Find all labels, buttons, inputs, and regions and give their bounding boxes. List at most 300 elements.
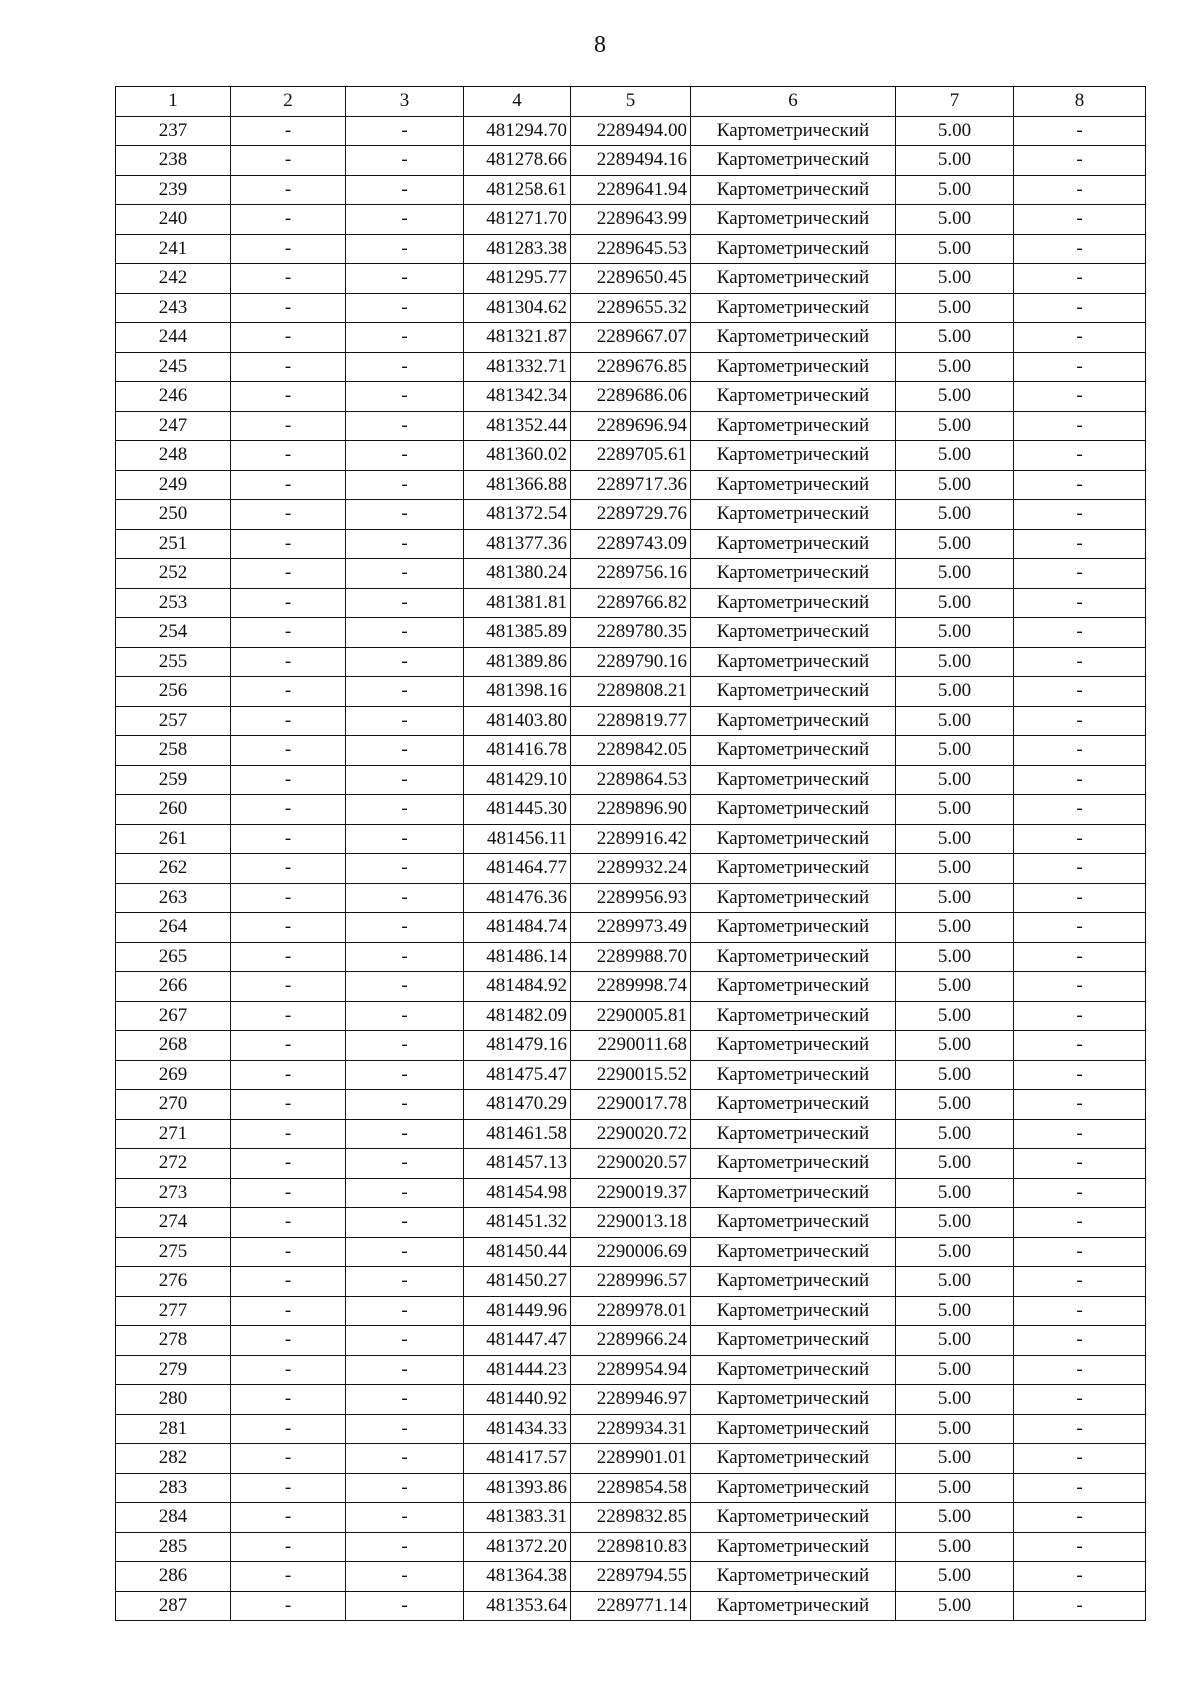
cell-col-3: - — [346, 1001, 464, 1031]
cell-coord-x: 481385.89 — [464, 618, 571, 648]
cell-col-3: - — [346, 706, 464, 736]
cell-method: Картометрический — [691, 175, 896, 205]
cell-coord-x: 481352.44 — [464, 411, 571, 441]
cell-point-number: 250 — [116, 500, 231, 530]
cell-col-3: - — [346, 1532, 464, 1562]
cell-col-3: - — [346, 1267, 464, 1297]
cell-col-8: - — [1014, 618, 1146, 648]
cell-coord-x: 481461.58 — [464, 1119, 571, 1149]
cell-col-2: - — [231, 559, 346, 589]
cell-col-8: - — [1014, 677, 1146, 707]
cell-col-2: - — [231, 441, 346, 471]
cell-col-3: - — [346, 1178, 464, 1208]
cell-col-3: - — [346, 175, 464, 205]
cell-col-8: - — [1014, 352, 1146, 382]
cell-accuracy: 5.00 — [896, 1178, 1014, 1208]
cell-coord-y: 2289996.57 — [571, 1267, 691, 1297]
cell-col-8: - — [1014, 1326, 1146, 1356]
cell-coord-y: 2289756.16 — [571, 559, 691, 589]
cell-col-8: - — [1014, 824, 1146, 854]
column-header-2: 2 — [231, 87, 346, 117]
cell-point-number: 240 — [116, 205, 231, 235]
cell-col-2: - — [231, 116, 346, 146]
cell-method: Картометрический — [691, 706, 896, 736]
cell-coord-x: 481445.30 — [464, 795, 571, 825]
table-row — [116, 382, 1146, 412]
table-row — [116, 529, 1146, 559]
cell-point-number: 271 — [116, 1119, 231, 1149]
cell-coord-x: 481295.77 — [464, 264, 571, 294]
cell-col-3: - — [346, 736, 464, 766]
cell-point-number: 269 — [116, 1060, 231, 1090]
cell-col-8: - — [1014, 175, 1146, 205]
cell-point-number: 243 — [116, 293, 231, 323]
cell-coord-x: 481444.23 — [464, 1355, 571, 1385]
cell-method: Картометрический — [691, 854, 896, 884]
cell-col-8: - — [1014, 854, 1146, 884]
cell-point-number: 249 — [116, 470, 231, 500]
cell-accuracy: 5.00 — [896, 441, 1014, 471]
cell-point-number: 245 — [116, 352, 231, 382]
cell-method: Картометрический — [691, 382, 896, 412]
table-row — [116, 264, 1146, 294]
table-row — [116, 883, 1146, 913]
table-row — [116, 647, 1146, 677]
table-row — [116, 293, 1146, 323]
coordinates-table — [115, 86, 1146, 1621]
cell-accuracy: 5.00 — [896, 146, 1014, 176]
cell-col-8: - — [1014, 883, 1146, 913]
table-row — [116, 1031, 1146, 1061]
cell-point-number: 285 — [116, 1532, 231, 1562]
column-header-4: 4 — [464, 87, 571, 117]
cell-coord-x: 481457.13 — [464, 1149, 571, 1179]
cell-point-number: 246 — [116, 382, 231, 412]
cell-accuracy: 5.00 — [896, 529, 1014, 559]
cell-col-3: - — [346, 529, 464, 559]
cell-coord-y: 2290006.69 — [571, 1237, 691, 1267]
cell-col-2: - — [231, 1031, 346, 1061]
cell-method: Картометрический — [691, 441, 896, 471]
cell-coord-x: 481258.61 — [464, 175, 571, 205]
cell-method: Картометрический — [691, 116, 896, 146]
cell-col-8: - — [1014, 1296, 1146, 1326]
cell-col-8: - — [1014, 1031, 1146, 1061]
cell-coord-x: 481486.14 — [464, 942, 571, 972]
cell-accuracy: 5.00 — [896, 647, 1014, 677]
cell-point-number: 287 — [116, 1591, 231, 1621]
cell-coord-y: 2289655.32 — [571, 293, 691, 323]
cell-col-3: - — [346, 765, 464, 795]
cell-coord-y: 2289794.55 — [571, 1562, 691, 1592]
cell-point-number: 247 — [116, 411, 231, 441]
cell-col-2: - — [231, 323, 346, 353]
cell-col-2: - — [231, 382, 346, 412]
cell-col-3: - — [346, 824, 464, 854]
cell-col-8: - — [1014, 1414, 1146, 1444]
cell-coord-x: 481381.81 — [464, 588, 571, 618]
cell-col-3: - — [346, 293, 464, 323]
cell-point-number: 251 — [116, 529, 231, 559]
cell-coord-y: 2289696.94 — [571, 411, 691, 441]
cell-method: Картометрический — [691, 352, 896, 382]
cell-coord-x: 481470.29 — [464, 1090, 571, 1120]
cell-col-8: - — [1014, 1001, 1146, 1031]
cell-method: Картометрический — [691, 1119, 896, 1149]
cell-col-8: - — [1014, 411, 1146, 441]
cell-coord-x: 481364.38 — [464, 1562, 571, 1592]
column-header-1: 1 — [116, 87, 231, 117]
table-header — [116, 87, 1146, 117]
cell-col-3: - — [346, 1149, 464, 1179]
table-row — [116, 352, 1146, 382]
cell-method: Картометрический — [691, 234, 896, 264]
cell-accuracy: 5.00 — [896, 1414, 1014, 1444]
cell-coord-y: 2290019.37 — [571, 1178, 691, 1208]
cell-col-2: - — [231, 1149, 346, 1179]
table-row — [116, 1473, 1146, 1503]
cell-col-8: - — [1014, 1444, 1146, 1474]
cell-col-2: - — [231, 1562, 346, 1592]
cell-point-number: 258 — [116, 736, 231, 766]
cell-col-2: - — [231, 706, 346, 736]
cell-coord-y: 2289650.45 — [571, 264, 691, 294]
table-row — [116, 441, 1146, 471]
cell-point-number: 241 — [116, 234, 231, 264]
cell-method: Картометрический — [691, 1267, 896, 1297]
table-row — [116, 323, 1146, 353]
cell-col-2: - — [231, 1208, 346, 1238]
cell-coord-y: 2289819.77 — [571, 706, 691, 736]
cell-coord-y: 2289645.53 — [571, 234, 691, 264]
cell-col-8: - — [1014, 765, 1146, 795]
cell-col-3: - — [346, 1090, 464, 1120]
table-row — [116, 559, 1146, 589]
cell-coord-y: 2289978.01 — [571, 1296, 691, 1326]
cell-method: Картометрический — [691, 1001, 896, 1031]
cell-point-number: 284 — [116, 1503, 231, 1533]
cell-col-2: - — [231, 1296, 346, 1326]
cell-point-number: 237 — [116, 116, 231, 146]
table-row — [116, 500, 1146, 530]
cell-col-3: - — [346, 618, 464, 648]
cell-col-2: - — [231, 647, 346, 677]
table-body — [116, 116, 1146, 1621]
column-header-7: 7 — [896, 87, 1014, 117]
table-row — [116, 1385, 1146, 1415]
cell-coord-x: 481389.86 — [464, 647, 571, 677]
cell-coord-x: 481482.09 — [464, 1001, 571, 1031]
cell-col-3: - — [346, 972, 464, 1002]
cell-col-8: - — [1014, 1503, 1146, 1533]
cell-coord-y: 2289832.85 — [571, 1503, 691, 1533]
cell-accuracy: 5.00 — [896, 1031, 1014, 1061]
cell-accuracy: 5.00 — [896, 264, 1014, 294]
cell-coord-x: 481447.47 — [464, 1326, 571, 1356]
cell-col-2: - — [231, 470, 346, 500]
cell-method: Картометрический — [691, 146, 896, 176]
cell-coord-y: 2290015.52 — [571, 1060, 691, 1090]
cell-col-8: - — [1014, 588, 1146, 618]
cell-coord-x: 481403.80 — [464, 706, 571, 736]
cell-point-number: 259 — [116, 765, 231, 795]
cell-accuracy: 5.00 — [896, 323, 1014, 353]
cell-col-2: - — [231, 1473, 346, 1503]
table-row — [116, 116, 1146, 146]
table-row — [116, 795, 1146, 825]
cell-point-number: 252 — [116, 559, 231, 589]
cell-col-8: - — [1014, 323, 1146, 353]
cell-col-8: - — [1014, 1178, 1146, 1208]
table-row — [116, 470, 1146, 500]
cell-col-3: - — [346, 854, 464, 884]
cell-accuracy: 5.00 — [896, 618, 1014, 648]
cell-coord-y: 2289641.94 — [571, 175, 691, 205]
cell-coord-x: 481451.32 — [464, 1208, 571, 1238]
cell-col-3: - — [346, 1414, 464, 1444]
cell-method: Картометрический — [691, 1149, 896, 1179]
cell-col-2: - — [231, 883, 346, 913]
table-row — [116, 854, 1146, 884]
cell-accuracy: 5.00 — [896, 1119, 1014, 1149]
cell-col-2: - — [231, 234, 346, 264]
cell-method: Картометрический — [691, 1562, 896, 1592]
cell-col-2: - — [231, 352, 346, 382]
cell-col-3: - — [346, 559, 464, 589]
cell-method: Картометрический — [691, 588, 896, 618]
cell-col-2: - — [231, 264, 346, 294]
cell-accuracy: 5.00 — [896, 1237, 1014, 1267]
cell-col-2: - — [231, 1503, 346, 1533]
cell-col-2: - — [231, 1178, 346, 1208]
cell-col-3: - — [346, 500, 464, 530]
cell-col-8: - — [1014, 1149, 1146, 1179]
cell-method: Картометрический — [691, 942, 896, 972]
cell-col-3: - — [346, 1385, 464, 1415]
table-row — [116, 1208, 1146, 1238]
cell-col-2: - — [231, 736, 346, 766]
cell-coord-x: 481383.31 — [464, 1503, 571, 1533]
cell-point-number: 281 — [116, 1414, 231, 1444]
cell-point-number: 263 — [116, 883, 231, 913]
cell-coord-y: 2289676.85 — [571, 352, 691, 382]
cell-col-8: - — [1014, 1591, 1146, 1621]
cell-coord-y: 2289973.49 — [571, 913, 691, 943]
cell-col-2: - — [231, 293, 346, 323]
cell-coord-x: 481353.64 — [464, 1591, 571, 1621]
cell-accuracy: 5.00 — [896, 942, 1014, 972]
table-row — [116, 175, 1146, 205]
cell-point-number: 254 — [116, 618, 231, 648]
cell-col-3: - — [346, 1503, 464, 1533]
cell-coord-y: 2289717.36 — [571, 470, 691, 500]
cell-point-number: 277 — [116, 1296, 231, 1326]
cell-col-2: - — [231, 795, 346, 825]
cell-method: Картометрический — [691, 824, 896, 854]
cell-col-2: - — [231, 1267, 346, 1297]
cell-accuracy: 5.00 — [896, 1208, 1014, 1238]
cell-accuracy: 5.00 — [896, 411, 1014, 441]
cell-coord-x: 481484.92 — [464, 972, 571, 1002]
cell-col-8: - — [1014, 1090, 1146, 1120]
cell-col-8: - — [1014, 116, 1146, 146]
cell-col-2: - — [231, 854, 346, 884]
cell-col-3: - — [346, 1591, 464, 1621]
cell-col-2: - — [231, 1090, 346, 1120]
cell-col-2: - — [231, 500, 346, 530]
cell-point-number: 268 — [116, 1031, 231, 1061]
cell-col-2: - — [231, 175, 346, 205]
cell-method: Картометрический — [691, 1503, 896, 1533]
cell-method: Картометрический — [691, 529, 896, 559]
cell-method: Картометрический — [691, 1031, 896, 1061]
cell-col-3: - — [346, 234, 464, 264]
cell-method: Картометрический — [691, 1208, 896, 1238]
cell-col-8: - — [1014, 942, 1146, 972]
cell-col-3: - — [346, 1119, 464, 1149]
cell-coord-x: 481449.96 — [464, 1296, 571, 1326]
cell-coord-y: 2289686.06 — [571, 382, 691, 412]
cell-coord-x: 481372.54 — [464, 500, 571, 530]
cell-accuracy: 5.00 — [896, 293, 1014, 323]
cell-coord-y: 2289643.99 — [571, 205, 691, 235]
cell-col-8: - — [1014, 647, 1146, 677]
table-row — [116, 677, 1146, 707]
cell-method: Картометрический — [691, 1060, 896, 1090]
cell-coord-y: 2289842.05 — [571, 736, 691, 766]
cell-coord-x: 481484.74 — [464, 913, 571, 943]
cell-accuracy: 5.00 — [896, 1532, 1014, 1562]
cell-accuracy: 5.00 — [896, 854, 1014, 884]
cell-method: Картометрический — [691, 1591, 896, 1621]
cell-col-2: - — [231, 588, 346, 618]
cell-accuracy: 5.00 — [896, 1149, 1014, 1179]
cell-point-number: 266 — [116, 972, 231, 1002]
cell-col-8: - — [1014, 1473, 1146, 1503]
page-number: 8 — [594, 32, 606, 58]
cell-coord-y: 2289771.14 — [571, 1591, 691, 1621]
cell-method: Картометрический — [691, 1326, 896, 1356]
table-row — [116, 1414, 1146, 1444]
cell-accuracy: 5.00 — [896, 736, 1014, 766]
cell-col-2: - — [231, 1532, 346, 1562]
cell-point-number: 261 — [116, 824, 231, 854]
table-row — [116, 1326, 1146, 1356]
cell-accuracy: 5.00 — [896, 470, 1014, 500]
table-row — [116, 1090, 1146, 1120]
cell-point-number: 280 — [116, 1385, 231, 1415]
cell-point-number: 267 — [116, 1001, 231, 1031]
cell-col-8: - — [1014, 1267, 1146, 1297]
cell-col-2: - — [231, 1060, 346, 1090]
cell-accuracy: 5.00 — [896, 382, 1014, 412]
cell-coord-x: 481398.16 — [464, 677, 571, 707]
cell-col-3: - — [346, 883, 464, 913]
cell-method: Картометрический — [691, 264, 896, 294]
cell-accuracy: 5.00 — [896, 1326, 1014, 1356]
table-row — [116, 765, 1146, 795]
column-header-5: 5 — [571, 87, 691, 117]
cell-method: Картометрический — [691, 972, 896, 1002]
cell-method: Картометрический — [691, 411, 896, 441]
cell-col-3: - — [346, 382, 464, 412]
cell-accuracy: 5.00 — [896, 116, 1014, 146]
cell-accuracy: 5.00 — [896, 1385, 1014, 1415]
cell-col-2: - — [231, 1119, 346, 1149]
cell-col-3: - — [346, 1296, 464, 1326]
cell-coord-x: 481429.10 — [464, 765, 571, 795]
table-row — [116, 1296, 1146, 1326]
cell-coord-y: 2290020.72 — [571, 1119, 691, 1149]
cell-col-3: - — [346, 441, 464, 471]
table-row — [116, 618, 1146, 648]
column-header-3: 3 — [346, 87, 464, 117]
cell-point-number: 262 — [116, 854, 231, 884]
cell-col-8: - — [1014, 559, 1146, 589]
cell-col-3: - — [346, 116, 464, 146]
cell-col-2: - — [231, 1237, 346, 1267]
cell-coord-x: 481417.57 — [464, 1444, 571, 1474]
cell-method: Картометрический — [691, 470, 896, 500]
cell-col-8: - — [1014, 1532, 1146, 1562]
cell-accuracy: 5.00 — [896, 175, 1014, 205]
cell-col-8: - — [1014, 470, 1146, 500]
cell-col-3: - — [346, 1237, 464, 1267]
cell-accuracy: 5.00 — [896, 883, 1014, 913]
cell-col-3: - — [346, 1562, 464, 1592]
cell-coord-y: 2290011.68 — [571, 1031, 691, 1061]
cell-point-number: 273 — [116, 1178, 231, 1208]
cell-col-8: - — [1014, 441, 1146, 471]
cell-coord-y: 2289705.61 — [571, 441, 691, 471]
cell-coord-x: 481416.78 — [464, 736, 571, 766]
cell-col-8: - — [1014, 972, 1146, 1002]
cell-coord-y: 2289901.01 — [571, 1444, 691, 1474]
cell-point-number: 265 — [116, 942, 231, 972]
cell-accuracy: 5.00 — [896, 765, 1014, 795]
cell-accuracy: 5.00 — [896, 588, 1014, 618]
cell-coord-x: 481366.88 — [464, 470, 571, 500]
cell-coord-y: 2289743.09 — [571, 529, 691, 559]
table-row — [116, 1562, 1146, 1592]
cell-coord-y: 2290005.81 — [571, 1001, 691, 1031]
cell-point-number: 274 — [116, 1208, 231, 1238]
cell-coord-x: 481464.77 — [464, 854, 571, 884]
cell-method: Картометрический — [691, 913, 896, 943]
cell-col-3: - — [346, 323, 464, 353]
cell-col-8: - — [1014, 736, 1146, 766]
cell-col-3: - — [346, 1208, 464, 1238]
cell-coord-x: 481380.24 — [464, 559, 571, 589]
cell-coord-x: 481434.33 — [464, 1414, 571, 1444]
cell-col-2: - — [231, 1385, 346, 1415]
cell-col-2: - — [231, 765, 346, 795]
cell-method: Картометрический — [691, 1178, 896, 1208]
cell-col-2: - — [231, 942, 346, 972]
cell-accuracy: 5.00 — [896, 1267, 1014, 1297]
cell-method: Картометрический — [691, 647, 896, 677]
cell-col-8: - — [1014, 234, 1146, 264]
cell-col-2: - — [231, 411, 346, 441]
cell-col-2: - — [231, 1355, 346, 1385]
cell-coord-y: 2289998.74 — [571, 972, 691, 1002]
cell-col-8: - — [1014, 1385, 1146, 1415]
cell-method: Картометрический — [691, 205, 896, 235]
table-row — [116, 1001, 1146, 1031]
cell-col-3: - — [346, 677, 464, 707]
cell-point-number: 239 — [116, 175, 231, 205]
cell-point-number: 286 — [116, 1562, 231, 1592]
